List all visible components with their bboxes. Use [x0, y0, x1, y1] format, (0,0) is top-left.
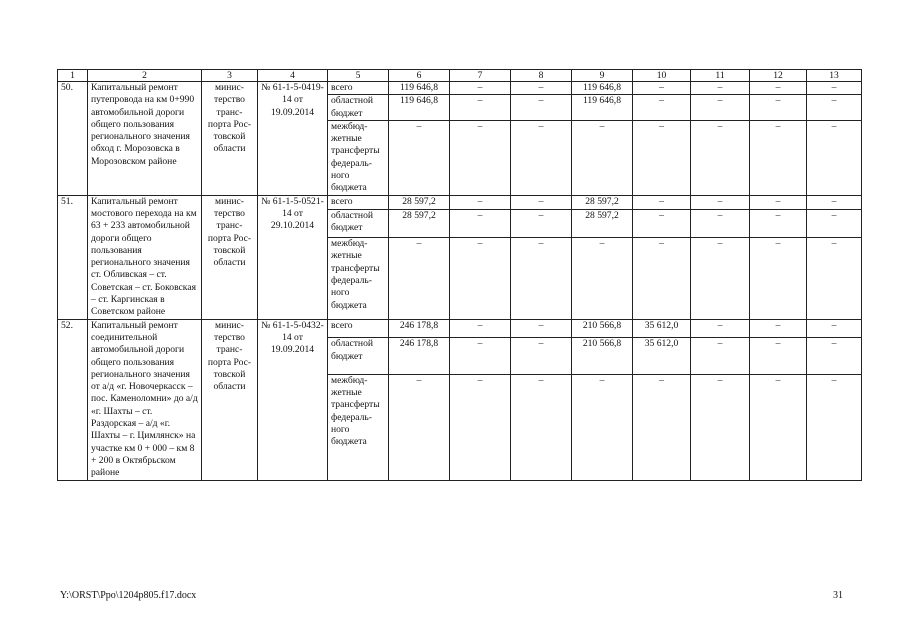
object-description: Капитальный ремонт путепровода на км 0+990 автомобильной дороги общего пользования регионального значения обход г. Морозовска в Морозовском районе: [88, 82, 202, 196]
amount-cell: –: [511, 95, 572, 121]
amount-cell: 119 646,8: [389, 95, 450, 121]
amount-cell: –: [633, 120, 691, 195]
amount-cell: –: [750, 210, 807, 238]
amount-cell: –: [633, 374, 691, 480]
amount-cell: 246 178,8: [389, 319, 450, 338]
amount-cell: –: [511, 374, 572, 480]
funding-source: всего: [328, 195, 389, 210]
amount-cell: –: [511, 319, 572, 338]
row-number: 50.: [58, 82, 88, 196]
page-number: 31: [833, 590, 843, 601]
column-number: 12: [750, 70, 807, 82]
amount-cell: 28 597,2: [572, 195, 633, 210]
amount-cell: –: [389, 238, 450, 320]
budget-table: [57, 69, 862, 481]
funding-source: межбюд-жетные трансферты федераль-ного бюджета: [328, 374, 389, 480]
amount-cell: –: [691, 120, 750, 195]
amount-cell: –: [450, 210, 511, 238]
expertise-document: № 61-1-5-0432-14 от 19.09.2014: [258, 319, 328, 480]
amount-cell: –: [807, 95, 862, 121]
amount-cell: 28 597,2: [389, 210, 450, 238]
funding-source: межбюд-жетные трансферты федераль-ного бюджета: [328, 120, 389, 195]
expertise-document: № 61-1-5-0521-14 от 29.10.2014: [258, 195, 328, 319]
amount-cell: –: [750, 82, 807, 95]
column-number: 6: [389, 70, 450, 82]
table-row: [58, 82, 862, 95]
responsible-ministry: минис-терство транс-порта Рос-товской области: [202, 195, 258, 319]
column-number: 2: [88, 70, 202, 82]
amount-cell: –: [807, 319, 862, 338]
amount-cell: 210 566,8: [572, 338, 633, 374]
amount-cell: –: [450, 374, 511, 480]
amount-cell: –: [572, 374, 633, 480]
amount-cell: –: [750, 374, 807, 480]
column-number-row: [58, 70, 862, 82]
amount-cell: –: [691, 210, 750, 238]
column-number: 13: [807, 70, 862, 82]
amount-cell: –: [633, 82, 691, 95]
amount-cell: –: [691, 338, 750, 374]
amount-cell: –: [691, 319, 750, 338]
responsible-ministry: минис-терство транс-порта Рос-товской области: [202, 82, 258, 196]
amount-cell: –: [633, 210, 691, 238]
column-number: 5: [328, 70, 389, 82]
amount-cell: –: [633, 95, 691, 121]
column-number: 4: [258, 70, 328, 82]
amount-cell: 119 646,8: [572, 95, 633, 121]
amount-cell: –: [511, 195, 572, 210]
amount-cell: –: [691, 195, 750, 210]
document-file-path: Y:\ORST\Ppo\1204p805.f17.docx: [60, 590, 197, 601]
funding-source: областной бюджет: [328, 210, 389, 238]
object-description: Капитальный ремонт мостового перехода на км 63 + 233 автомобильной дороги общего пользования регионального значения ст. Обливская – ст. Советская – ст. Боковская – ст. Каргинская в Советском районе: [88, 195, 202, 319]
amount-cell: –: [807, 82, 862, 95]
amount-cell: –: [750, 338, 807, 374]
amount-cell: –: [807, 374, 862, 480]
amount-cell: –: [511, 210, 572, 238]
column-number: 3: [202, 70, 258, 82]
row-number: 52.: [58, 319, 88, 480]
column-number: 8: [511, 70, 572, 82]
amount-cell: 119 646,8: [389, 82, 450, 95]
amount-cell: 210 566,8: [572, 319, 633, 338]
amount-cell: –: [750, 120, 807, 195]
table-row: [58, 195, 862, 210]
row-number: 51.: [58, 195, 88, 319]
amount-cell: –: [633, 195, 691, 210]
amount-cell: –: [511, 82, 572, 95]
amount-cell: –: [511, 338, 572, 374]
amount-cell: –: [633, 238, 691, 320]
amount-cell: –: [750, 95, 807, 121]
amount-cell: –: [450, 120, 511, 195]
amount-cell: 28 597,2: [572, 210, 633, 238]
funding-source: всего: [328, 82, 389, 95]
amount-cell: –: [450, 195, 511, 210]
amount-cell: 28 597,2: [389, 195, 450, 210]
column-number: 7: [450, 70, 511, 82]
funding-source: областной бюджет: [328, 95, 389, 121]
amount-cell: –: [450, 82, 511, 95]
amount-cell: –: [511, 238, 572, 320]
amount-cell: –: [691, 95, 750, 121]
amount-cell: –: [511, 120, 572, 195]
table-row: [58, 319, 862, 338]
amount-cell: 35 612,0: [633, 338, 691, 374]
amount-cell: 119 646,8: [572, 82, 633, 95]
amount-cell: 35 612,0: [633, 319, 691, 338]
object-description: Капитальный ремонт соединительной автомобильной дороги общего пользования регионального значения от а/д «г. Новочеркасск – пос. Каменоломни» до а/д «г. Шахты – ст. Раздорская – а/д «г. Шахты – г. Цимлянск» на участке км 0 + 000 – км 8 + 200 в Октябрьском районе: [88, 319, 202, 480]
amount-cell: –: [572, 120, 633, 195]
amount-cell: 246 178,8: [389, 338, 450, 374]
amount-cell: –: [450, 95, 511, 121]
amount-cell: –: [450, 238, 511, 320]
amount-cell: –: [450, 338, 511, 374]
column-number: 11: [691, 70, 750, 82]
column-number: 1: [58, 70, 88, 82]
amount-cell: –: [807, 210, 862, 238]
expertise-document: № 61-1-5-0419-14 от 19.09.2014: [258, 82, 328, 196]
funding-source: областной бюджет: [328, 338, 389, 374]
amount-cell: –: [389, 120, 450, 195]
funding-source: межбюд-жетные трансферты федераль-ного бюджета: [328, 238, 389, 320]
funding-source: всего: [328, 319, 389, 338]
amount-cell: –: [750, 238, 807, 320]
amount-cell: –: [572, 238, 633, 320]
amount-cell: –: [807, 338, 862, 374]
amount-cell: –: [389, 374, 450, 480]
amount-cell: –: [450, 319, 511, 338]
amount-cell: –: [691, 238, 750, 320]
amount-cell: –: [807, 120, 862, 195]
amount-cell: –: [807, 238, 862, 320]
amount-cell: –: [691, 82, 750, 95]
column-number: 9: [572, 70, 633, 82]
amount-cell: –: [691, 374, 750, 480]
amount-cell: –: [807, 195, 862, 210]
amount-cell: –: [750, 319, 807, 338]
responsible-ministry: минис-терство транс-порта Рос-товской области: [202, 319, 258, 480]
amount-cell: –: [750, 195, 807, 210]
column-number: 10: [633, 70, 691, 82]
